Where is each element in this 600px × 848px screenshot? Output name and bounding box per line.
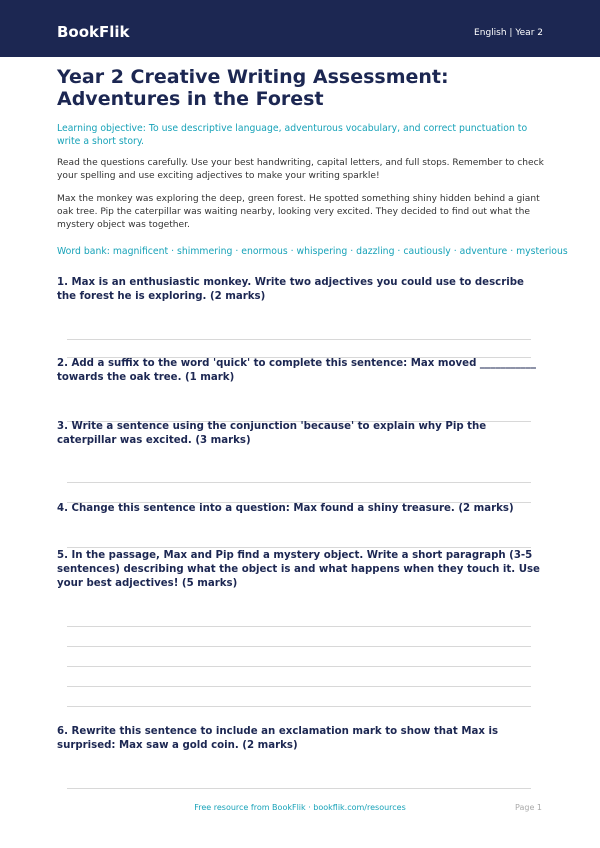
footer-resource-link[interactable]: Free resource from BookFlik · bookflik.com/resources	[194, 803, 406, 812]
page-number: Page 1	[515, 803, 542, 812]
question-2: 2. Add a suffix to the word 'quick' to complete this sentence: Max moved ___________ towards the oak tree. (1 mark)	[57, 358, 536, 383]
learning-objective: Learning objective: To use descriptive language, adventurous vocabulary, and correct punctuation to write a short story.	[57, 123, 528, 147]
answer-line[interactable]	[67, 646, 531, 647]
answer-line[interactable]	[67, 339, 531, 340]
question-6: 6. Rewrite this sentence to include an exclamation mark to show that Max is surprised: Max saw a gold coin. (2 marks)	[57, 726, 499, 751]
meta-separator: |	[509, 28, 513, 38]
brand-logo-text[interactable]: BookFlik	[57, 23, 130, 41]
page-header	[0, 0, 600, 57]
answer-line[interactable]	[67, 788, 531, 789]
question-4: 4. Change this sentence into a question: Max found a shiny treasure. (2 marks)	[57, 503, 514, 514]
word-bank: Word bank: magnificent · shimmering · enormous · whispering · dazzling · cautiously · adventure · mysterious	[57, 246, 568, 257]
answer-line[interactable]	[67, 547, 531, 548]
question-3: 3. Write a sentence using the conjunction 'because' to explain why Pip the caterpillar was excited. (3 marks)	[57, 421, 487, 446]
question-1: 1. Max is an enthusiastic monkey. Write two adjectives you could use to describe the forest he is exploring. (2 marks)	[57, 277, 524, 302]
answer-line[interactable]	[67, 706, 531, 707]
subject-label: English	[474, 28, 507, 38]
story-passage: Max the monkey was exploring the deep, green forest. He spotted something shiny hidden behind a giant oak tree. Pip the caterpillar was waiting nearby, looking very excited. They decided to find out what the mystery object was together.	[57, 194, 540, 230]
answer-line[interactable]	[67, 666, 531, 667]
answer-line[interactable]	[67, 686, 531, 687]
subject-year-label	[474, 26, 543, 40]
year-label: Year 2	[515, 28, 543, 38]
answer-line[interactable]	[67, 482, 531, 483]
worksheet-title: Year 2 Creative Writing Assessment: Adventures in the Forest	[57, 66, 449, 110]
question-5: 5. In the passage, Max and Pip find a mystery object. Write a short paragraph (3-5 sentences) describing what the object is and what happens when they touch it. Use your best adjectives! (5 marks)	[57, 550, 540, 589]
instructions-text: Read the questions carefully. Use your best handwriting, capital letters, and full stops. Remember to check your spelling and use exciting adjectives to make your writing sparkle!	[57, 158, 544, 181]
answer-line[interactable]	[67, 626, 531, 627]
